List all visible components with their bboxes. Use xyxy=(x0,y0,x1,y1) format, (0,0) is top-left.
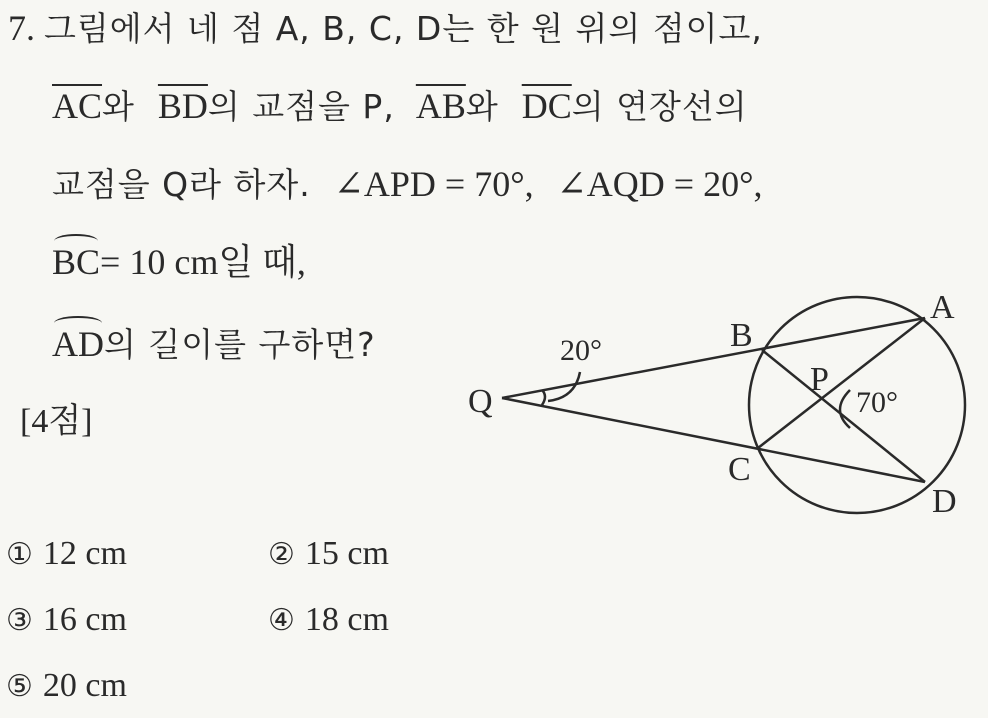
segment-dc: $\overline{DC}$ xyxy=(521,86,572,126)
choice-4-text: 18 cm xyxy=(304,601,389,638)
text-wa-1: 와 xyxy=(102,87,135,126)
text-intersection-p: 의 교점을 P, xyxy=(207,87,395,126)
segment-bd: $\overline{BD}$ xyxy=(157,86,208,126)
problem-intro: 그림에서 네 점 A, B, C, D는 한 원 위의 점이고, xyxy=(44,9,763,48)
choice-3-mark: ③ xyxy=(6,603,33,638)
label-angle-q: 20° xyxy=(560,334,602,367)
label-d: D xyxy=(932,483,957,520)
choice-3-text: 16 cm xyxy=(42,601,127,638)
label-q: Q xyxy=(468,383,493,420)
choice-3[interactable] xyxy=(6,600,127,641)
text-extension: 의 연장선의 xyxy=(571,87,748,126)
question-text: 의 길이를 구하면? xyxy=(104,325,376,364)
label-p: P xyxy=(810,361,829,398)
choice-1-mark: ① xyxy=(6,537,33,572)
choice-2-text: 15 cm xyxy=(304,535,389,572)
choice-5[interactable] xyxy=(6,666,127,707)
arc-ad: AD xyxy=(52,324,104,364)
arc-bc-length: = 10 cm일 때, xyxy=(100,242,306,282)
choice-5-mark: ⑤ xyxy=(6,669,33,704)
segment-ac: $\overline{AC}$ xyxy=(52,86,103,126)
points-label: [4점] xyxy=(20,403,93,440)
segment-ab: $\overline{AB}$ xyxy=(415,86,466,126)
choice-4[interactable] xyxy=(268,600,389,641)
angle-apd: ∠APD = 70°, xyxy=(333,164,534,204)
choice-1[interactable] xyxy=(6,534,127,575)
label-c: C xyxy=(728,451,751,488)
angle-aqd: ∠AQD = 20°, xyxy=(556,164,763,204)
angle-p-arc xyxy=(840,390,850,428)
label-a: A xyxy=(930,289,955,326)
choice-4-mark: ④ xyxy=(268,603,295,638)
choice-2[interactable] xyxy=(268,534,389,575)
choice-5-text: 20 cm xyxy=(42,667,127,704)
text-wa-2: 와 xyxy=(465,87,499,126)
text-intersection-q: 교점을 Q라 하자. xyxy=(52,165,311,204)
line-ac xyxy=(758,318,925,448)
angle-q-arc xyxy=(542,390,545,405)
line-bd xyxy=(762,350,925,482)
label-b: B xyxy=(730,317,753,354)
arc-bc: BC xyxy=(52,242,101,282)
choice-1-text: 12 cm xyxy=(42,535,127,572)
label-angle-p: 70° xyxy=(856,386,898,419)
problem-number: 7. xyxy=(8,8,35,48)
choice-2-mark: ② xyxy=(268,537,295,572)
